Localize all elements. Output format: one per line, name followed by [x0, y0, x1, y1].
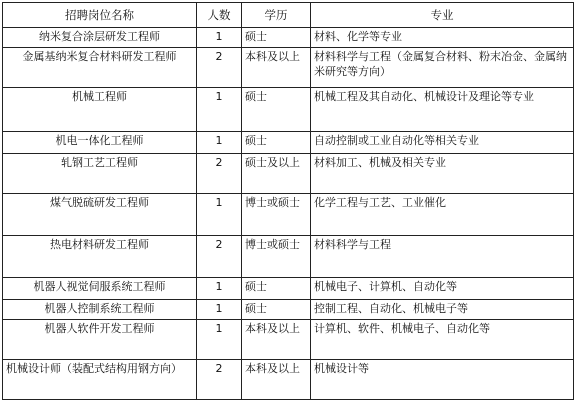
- cell-education: 博士或硕士: [242, 194, 311, 236]
- table-row: [3, 88, 574, 132]
- cell-major: 机械电子、计算机、自动化等: [311, 278, 574, 300]
- cell-position: 机器人视觉伺服系统工程师: [3, 278, 197, 300]
- cell-major: 材料、化学等专业: [311, 28, 574, 48]
- cell-count: 1: [197, 194, 242, 236]
- table-row: [3, 360, 574, 400]
- cell-position: 机械工程师: [3, 88, 197, 132]
- cell-count: 2: [197, 236, 242, 278]
- cell-education: 硕士: [242, 278, 311, 300]
- cell-position: 热电材料研发工程师: [3, 236, 197, 278]
- cell-count: 1: [197, 132, 242, 154]
- cell-major: 材料加工、机械及相关专业: [311, 154, 574, 194]
- cell-count: 2: [197, 360, 242, 400]
- cell-major: 自动控制或工业自动化等相关专业: [311, 132, 574, 154]
- cell-education: 硕士: [242, 88, 311, 132]
- table-row: [3, 300, 574, 320]
- cell-count: 1: [197, 28, 242, 48]
- cell-major: 材料科学与工程: [311, 236, 574, 278]
- cell-position: 机械设计师（装配式结构用钢方向）: [3, 360, 197, 400]
- cell-count: 1: [197, 320, 242, 360]
- cell-education: 硕士: [242, 28, 311, 48]
- table-row: [3, 48, 574, 88]
- cell-count: 2: [197, 154, 242, 194]
- cell-count: 1: [197, 278, 242, 300]
- cell-education: 硕士: [242, 132, 311, 154]
- cell-position: 纳米复合涂层研发工程师: [3, 28, 197, 48]
- cell-education: 硕士: [242, 300, 311, 320]
- cell-major: 控制工程、自动化、机械电子等: [311, 300, 574, 320]
- cell-major: 材料科学与工程（金属复合材料、粉末冶金、金属纳米研究等方向）: [311, 48, 574, 88]
- cell-major: 计算机、软件、机械电子、自动化等: [311, 320, 574, 360]
- table-row: [3, 154, 574, 194]
- header-count: 人数: [197, 3, 242, 28]
- table-row: [3, 278, 574, 300]
- cell-education: 本科及以上: [242, 360, 311, 400]
- cell-position: 机电一体化工程师: [3, 132, 197, 154]
- cell-education: 本科及以上: [242, 320, 311, 360]
- header-position: 招聘岗位名称: [3, 3, 197, 28]
- table-row: [3, 28, 574, 48]
- cell-education: 硕士及以上: [242, 154, 311, 194]
- table-row: [3, 132, 574, 154]
- cell-education: 博士或硕士: [242, 236, 311, 278]
- cell-major: 机械设计等: [311, 360, 574, 400]
- table-row: [3, 236, 574, 278]
- cell-count: 2: [197, 48, 242, 88]
- cell-major: 化学工程与工艺、工业催化: [311, 194, 574, 236]
- cell-count: 1: [197, 300, 242, 320]
- table-header-row: [3, 3, 574, 28]
- recruitment-table: [2, 2, 574, 400]
- cell-major: 机械工程及其自动化、机械设计及理论等专业: [311, 88, 574, 132]
- cell-position: 轧钢工艺工程师: [3, 154, 197, 194]
- header-major: 专业: [311, 3, 574, 28]
- cell-position: 金属基纳米复合材料研发工程师: [3, 48, 197, 88]
- cell-count: 1: [197, 88, 242, 132]
- header-education: 学历: [242, 3, 311, 28]
- table-row: [3, 320, 574, 360]
- table-row: [3, 194, 574, 236]
- cell-position: 机器人软件开发工程师: [3, 320, 197, 360]
- cell-position: 机器人控制系统工程师: [3, 300, 197, 320]
- cell-education: 本科及以上: [242, 48, 311, 88]
- cell-position: 煤气脱硫研发工程师: [3, 194, 197, 236]
